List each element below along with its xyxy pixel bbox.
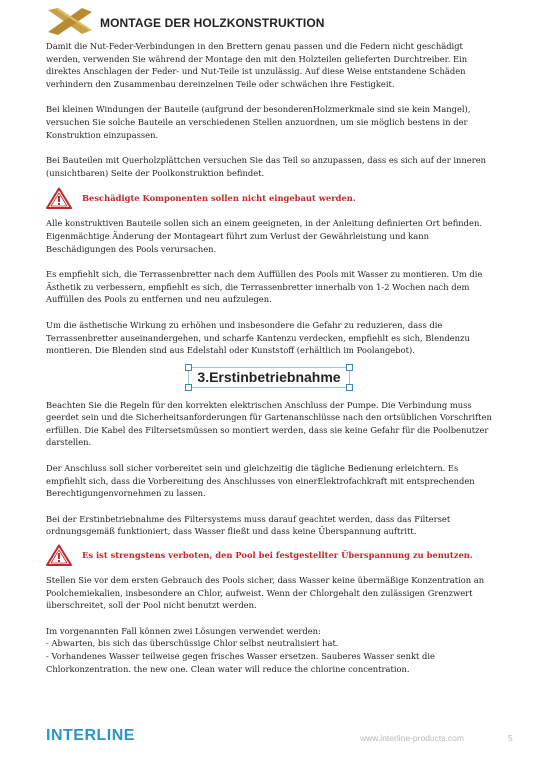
selection-handle bbox=[346, 384, 353, 391]
warning-triangle-icon bbox=[46, 544, 72, 566]
warning-note bbox=[46, 187, 492, 209]
crossed-wood-beams-icon bbox=[46, 6, 96, 36]
paragraph: Alle konstruktiven Bauteile sollen sich an einem geeigneten, in der Anleitung definierten Ort befinden. Eigenmächtige Änderung der Montageart führt zum Verlust der Gewährleistung und kann Beschädigungen des Pools verursachen. bbox=[46, 218, 482, 254]
page-header bbox=[46, 6, 346, 36]
document-body bbox=[46, 40, 492, 675]
paragraph: Bei Bauteilen mit Querholzplättchen versuchen Sie das Teil so anzupassen, dass es sich auf der inneren (unsichtbaren) Seite der Poolkonstruktion befindet. bbox=[46, 155, 487, 178]
warning-note bbox=[46, 544, 492, 566]
paragraph: Beachten Sie die Regeln für den korrekten elektrischen Anschluss der Pumpe. Die Verbindung muss geerdet sein und die Sicherheitsanforderungen für Gartenanschlüsse nach den ortsüblichen Vorschriften erfüllen. Die Kabel des Filtersetsmüssen so montiert werden, dass sie keine Gefahr für die Poolbenutzer darstellen. bbox=[46, 399, 492, 448]
paragraph: Um die ästhetische Wirkung zu erhöhen und insbesondere die Gefahr zu reduzieren, dass die Terrassenbretter auseinandergehen, und scharfe Kantenzu verdecken, empfiehlt es sich, Blendenzu montieren. Die Blenden sind aus Edelstahl oder Kunststoff (erhältlich im Poolangebot). bbox=[46, 319, 470, 356]
selection-handle bbox=[185, 384, 192, 391]
section-heading-box bbox=[188, 367, 349, 388]
paragraph: Es empfiehlt sich, die Terrassenbretter nach dem Auffüllen des Pools mit Wasser zu montieren. Um die Ästhetik zu verbessern, empfiehlt es sich, die Terrassenbretter innerhalb von 1-2 Wochen nach dem Auffüllen des Pools zu entfernen und neu aufzulegen. bbox=[46, 269, 483, 305]
text-line: - Abwarten, bis sich das überschüssige Chlor selbst neutralisiert hat. bbox=[46, 638, 339, 649]
warning-text: Beschädigte Komponenten sollen nicht eingebaut werden. bbox=[82, 193, 356, 204]
section-heading-container bbox=[46, 367, 492, 389]
selection-handle bbox=[346, 364, 353, 371]
paragraph: Bei kleinen Windungen der Bauteile (aufgrund der besonderenHolzmerkmale sind sie kein Mangel), versuchen Sie solche Bauteile an verschiedenen Stellen anzuordnen, um sie möglich bestens in der Konstruktion einzupassen. bbox=[46, 104, 471, 140]
paragraph: Damit die Nut-Feder-Verbindungen in den Brettern genau passen und die Federn nicht geschädigt werden, verwenden Sie während der Montage den mit den Holzteilen gelieferten Durchtreiber. Ein direktes Anschlagen der Feder- und Nut-Teile ist unzulässig. Auf diese Weise entstandene Schäden verhindern den Zusammenbau dereinzelnen Teile oder schwächen ihre Festigkeit. bbox=[46, 41, 468, 89]
warning-triangle-icon bbox=[46, 187, 72, 209]
page-number: 5 bbox=[508, 733, 513, 743]
paragraph: Bei der Erstinbetriebnahme des Filtersystems muss darauf geachtet werden, dass das Filterset ordnungsgemäß funktioniert, dass Wasser fließt und dass keine Überspannung auftritt. bbox=[46, 513, 451, 537]
final-lines bbox=[46, 625, 492, 675]
section-heading: 3.Erstinbetriebnahme bbox=[197, 368, 341, 385]
footer-url: www.interline-products.com bbox=[360, 733, 464, 743]
page-title: MONTAGE DER HOLZKONSTRUKTION bbox=[100, 16, 325, 30]
paragraph: Stellen Sie vor dem ersten Gebrauch des Pools sicher, dass Wasser keine übermäßige Konzentration an Poolchemiekalien, insbesondere an Chlor, aufweist. Wenn der Chlorgehalt den zulässigen Grenzwert überschreitet, soll der Pool nicht benutzt werden. bbox=[46, 575, 485, 611]
interline-logo: INTERLINE bbox=[46, 727, 135, 744]
paragraph: Der Anschluss soll sicher vorbereitet sein und gleichzeitig die tägliche Bedienung erleichtern. Es empfiehlt sich, dass die Vorbereitung des Anschlusses von einerElektrofachkraft mit entsprechenden Berechtigungenvornehmen zu lassen. bbox=[46, 463, 475, 499]
selection-handle bbox=[185, 364, 192, 371]
warning-text: Es ist strengstens verboten, den Pool bei festgestellter Überspannung zu benutzen. bbox=[82, 549, 473, 560]
text-line: - Vorhandenes Wasser teilweise gegen frisches Wasser ersetzen. Sauberes Wasser senkt die Chlorkonzentration. the new one. Clean water will reduce the chlorine concentration. bbox=[46, 651, 435, 674]
text-line: Im vorgenannten Fall können zwei Lösungen verwendet werden: bbox=[46, 625, 321, 636]
